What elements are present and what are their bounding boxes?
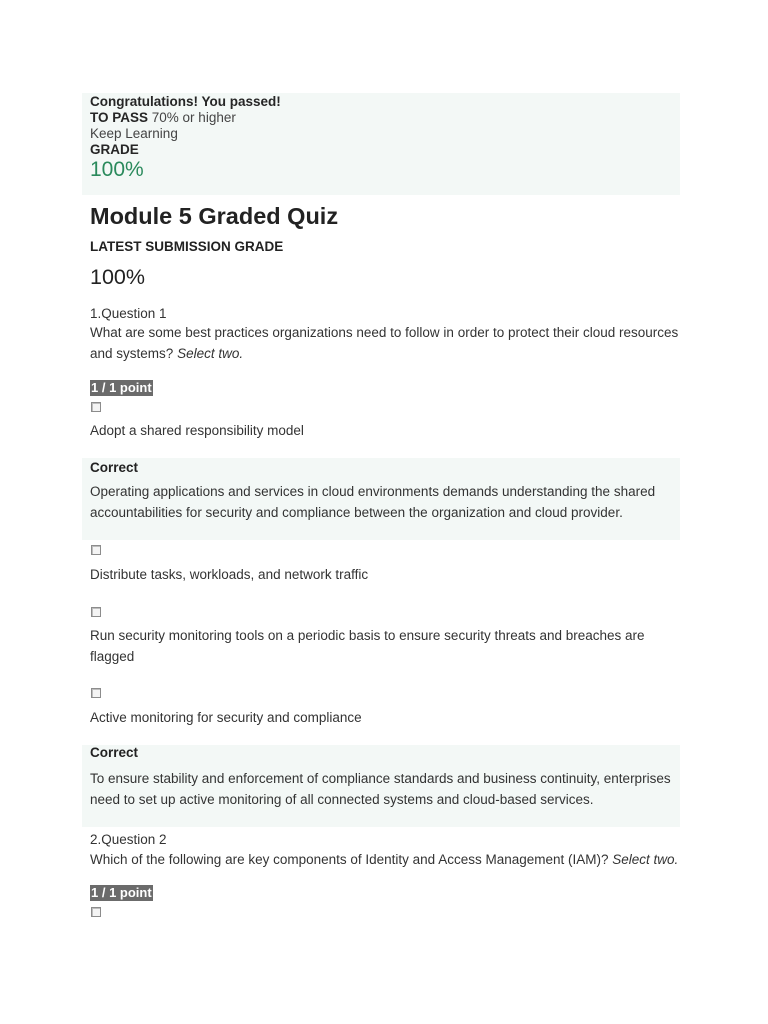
option-label[interactable]: Run security monitoring tools on a periodic basis to ensure security threats and breaches are flagged (90, 628, 645, 664)
points-badge: 1 / 1 point (91, 885, 152, 900)
option-label[interactable]: Distribute tasks, workloads, and network traffic (90, 567, 369, 582)
question-number: 1.Question 1 (90, 306, 167, 321)
option-label[interactable]: Active monitoring for security and compliance (90, 710, 362, 725)
feedback-text: Operating applications and services in cloud environments demands understanding the shared accountabilities for security and compliance between the organization and cloud provider. (90, 484, 656, 520)
option-checkbox[interactable] (91, 688, 101, 698)
latest-submission-label: LATEST SUBMISSION GRADE (90, 239, 284, 254)
option-checkbox[interactable] (91, 545, 101, 555)
option-checkbox[interactable] (91, 402, 101, 412)
question-prompt: Which of the following are key components of Identity and Access Management (IAM)? (90, 852, 609, 867)
page-title: Module 5 Graded Quiz (90, 203, 339, 229)
option-checkbox[interactable] (91, 907, 101, 917)
question-prompt: What are some best practices organizations need to follow in order to protect their cloud resources and systems? (90, 325, 679, 361)
option-checkbox[interactable] (91, 607, 101, 617)
grade-value: 100% (90, 158, 144, 181)
feedback-label: Correct (90, 460, 139, 475)
feedback-text: To ensure stability and enforcement of compliance standards and business continuity, enterprises need to set up active monitoring of all connected systems and cloud-based services. (90, 771, 671, 807)
feedback-label: Correct (90, 745, 139, 760)
feedback-correct (82, 745, 680, 827)
pass-threshold (90, 110, 236, 125)
points-badge: 1 / 1 point (91, 380, 152, 395)
keep-learning-link[interactable]: Keep Learning (90, 126, 178, 141)
feedback-correct (82, 458, 680, 540)
latest-submission-grade: 100% (90, 265, 145, 289)
pass-message: Congratulations! You passed! (90, 94, 281, 109)
question-hint: Select two. (177, 345, 244, 361)
question-number: 2.Question 2 (90, 832, 167, 847)
pass-threshold-label: TO PASS (90, 110, 149, 125)
grade-label: GRADE (90, 142, 139, 157)
question-text (90, 850, 690, 871)
pass-threshold-value: 70% or higher (151, 110, 236, 125)
option-label[interactable]: Adopt a shared responsibility model (90, 423, 304, 438)
question-text (90, 323, 680, 364)
question-hint: Select two. (612, 852, 679, 867)
